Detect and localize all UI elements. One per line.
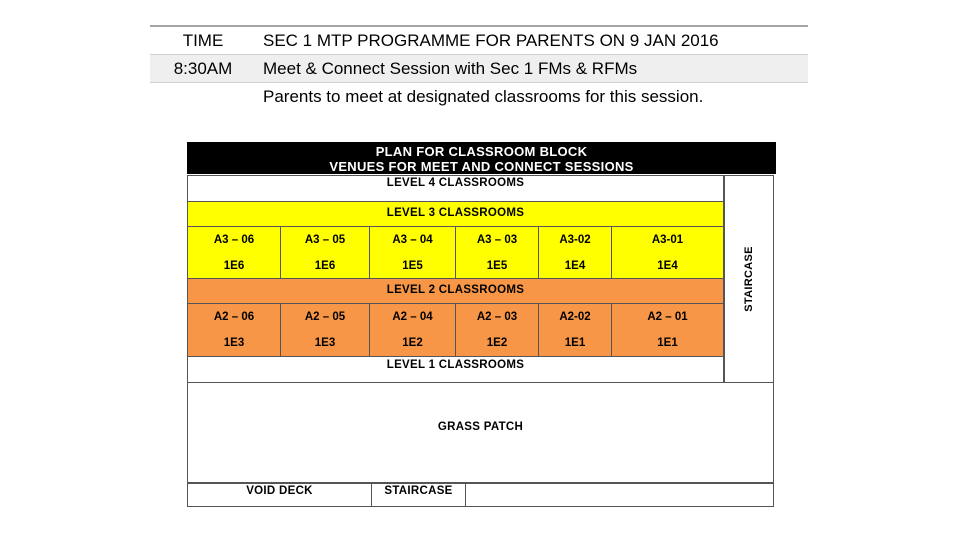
room-cell bbox=[456, 303, 539, 356]
level-4-area bbox=[187, 175, 724, 201]
class-name: 1E2 bbox=[486, 337, 508, 349]
class-name: 1E3 bbox=[223, 337, 245, 349]
room-cell bbox=[281, 226, 370, 279]
room-number: A2 – 04 bbox=[392, 311, 433, 323]
room-number: A2 – 05 bbox=[304, 311, 346, 323]
staircase-side bbox=[724, 175, 774, 383]
class-name: 1E1 bbox=[657, 337, 678, 349]
room-cell bbox=[539, 226, 612, 279]
session-time: 8:30AM bbox=[173, 58, 233, 78]
class-name: 1E2 bbox=[402, 337, 423, 349]
staircase-bottom: STAIRCASE bbox=[372, 484, 466, 506]
class-name: 1E6 bbox=[314, 260, 336, 272]
session-description: Meet & Connect Session with Sec 1 FMs & RFMs bbox=[263, 58, 638, 78]
time-header: TIME bbox=[182, 30, 224, 50]
room-cell bbox=[188, 303, 281, 356]
plan-title-line2: VENUES FOR MEET AND CONNECT SESSIONS bbox=[329, 159, 634, 174]
room-cell bbox=[188, 226, 281, 279]
class-name: 1E3 bbox=[314, 337, 336, 349]
level-1-area bbox=[187, 357, 724, 383]
room-number: A2-02 bbox=[559, 311, 591, 323]
level-3-label: LEVEL 3 CLASSROOMS bbox=[386, 207, 525, 219]
level-1-label: LEVEL 1 CLASSROOMS bbox=[386, 359, 525, 371]
room-cell bbox=[612, 226, 723, 279]
room-number: A3 – 05 bbox=[304, 234, 346, 246]
schedule-row bbox=[150, 83, 808, 110]
ground-floor-row bbox=[187, 483, 774, 507]
room-cell bbox=[370, 303, 456, 356]
empty-cell bbox=[466, 484, 773, 506]
class-name: 1E4 bbox=[657, 260, 678, 272]
plan-title bbox=[187, 142, 776, 174]
room-cell bbox=[612, 303, 723, 356]
room-cell bbox=[281, 303, 370, 356]
grass-patch-area bbox=[187, 383, 774, 483]
session-note: Parents to meet at designated classrooms for this session. bbox=[263, 86, 704, 106]
room-cell bbox=[370, 226, 456, 279]
class-name: 1E5 bbox=[486, 260, 508, 272]
room-number: A3-01 bbox=[651, 234, 684, 246]
level-2-rooms bbox=[188, 303, 723, 356]
class-name: 1E1 bbox=[564, 337, 586, 349]
room-number: A3 – 04 bbox=[392, 234, 433, 246]
schedule-header-row bbox=[150, 27, 808, 54]
void-deck: VOID DECK bbox=[188, 484, 372, 506]
level-3-area bbox=[187, 201, 724, 279]
room-number: A3 – 03 bbox=[476, 234, 518, 246]
room-number: A2 – 06 bbox=[213, 311, 255, 323]
class-name: 1E6 bbox=[223, 260, 245, 272]
room-number: A3-02 bbox=[559, 234, 591, 246]
room-cell bbox=[539, 303, 612, 356]
room-cell bbox=[456, 226, 539, 279]
programme-title: SEC 1 MTP PROGRAMME FOR PARENTS ON 9 JAN 2016 bbox=[263, 30, 719, 50]
class-name: 1E5 bbox=[402, 260, 423, 272]
level-4-label: LEVEL 4 CLASSROOMS bbox=[386, 177, 525, 189]
staircase-side-label: STAIRCASE bbox=[743, 246, 755, 312]
class-name: 1E4 bbox=[564, 260, 586, 272]
room-number: A2 – 01 bbox=[647, 311, 688, 323]
grass-patch-label: GRASS PATCH bbox=[437, 421, 524, 433]
schedule-row bbox=[150, 54, 808, 83]
room-number: A3 – 06 bbox=[213, 234, 255, 246]
level-2-label: LEVEL 2 CLASSROOMS bbox=[386, 284, 525, 296]
schedule-table bbox=[150, 25, 808, 110]
level-3-rooms bbox=[188, 226, 723, 279]
room-number: A2 – 03 bbox=[476, 311, 518, 323]
level-2-area bbox=[187, 279, 724, 357]
plan-title-line1: PLAN FOR CLASSROOM BLOCK bbox=[375, 144, 588, 159]
